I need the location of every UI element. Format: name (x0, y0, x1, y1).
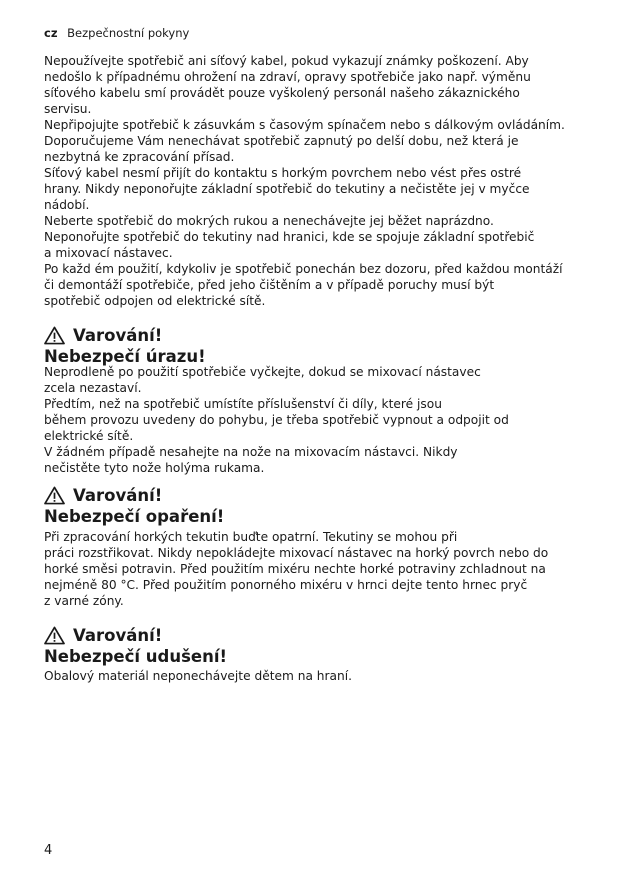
text-line: V žádném případě nesahejte na nože na mixovacím nástavci. Nikdy (44, 445, 458, 459)
text-line: zcela nezastaví. (44, 381, 142, 395)
warning-body-suffocation (44, 668, 604, 684)
text-line: práci rozstřikovat. Nikdy nepokládejte mixovací nástavec na horký povrch nebo do (44, 546, 549, 560)
warning-label: Varování! (73, 486, 163, 505)
text-line: Nepoužívejte spotřebič ani síťový kabel, pokud vykazují známky poškození. Aby (44, 54, 529, 68)
warning-label: Varování! (73, 326, 163, 345)
warning-triangle-icon (44, 486, 65, 505)
text-line: Neponořujte spotřebič do tekutiny nad hranici, kde se spojuje základní spotřebič (44, 230, 535, 244)
text-line: či demontáží spotřebiče, před jeho čištěním a v případě poruchy musí být (44, 278, 495, 292)
language-code: cz (44, 26, 58, 40)
intro-text (44, 53, 604, 309)
text-line: Předtím, než na spotřebič umístíte příslušenství či díly, které jsou (44, 397, 442, 411)
warning-triangle-icon (44, 326, 65, 345)
text-line: během provozu uvedeny do pohybu, je třeba spotřebič vypnout a odpojit od (44, 413, 509, 427)
text-line: spotřebič odpojen od elektrické sítě. (44, 294, 266, 308)
page-header (44, 25, 189, 41)
warning-body-injury (44, 364, 604, 476)
warning-triangle-icon (44, 626, 65, 645)
warning-heading-suffocation (44, 625, 227, 667)
text-line: a mixovací nástavec. (44, 246, 173, 260)
warning-heading-scald (44, 485, 224, 527)
text-line: nejméně 80 °C. Před použitím ponorného mixéru v hrnci dejte tento hrnec pryč (44, 578, 528, 592)
text-line: horké směsi potravin. Před použitím mixéru nechte horké potraviny zchladnout na (44, 562, 546, 576)
warning-body-scald (44, 529, 604, 609)
text-line: Po každ ém použití, kdykoliv je spotřebič ponechán bez dozoru, před každou montáží (44, 262, 563, 276)
text-line: Při zpracování horkých tekutin buďte opatrní. Tekutiny se mohou při (44, 530, 458, 544)
text-line: servisu. (44, 102, 92, 116)
text-line: Obalový materiál neponechávejte dětem na hraní. (44, 669, 352, 683)
text-line: síťového kabelu smí provádět pouze vyškolený personál našeho zákaznického (44, 86, 520, 100)
text-line: Doporučujeme Vám nenechávat spotřebič zapnutý po delší dobu, než která je (44, 134, 519, 148)
text-line: nedošlo k případnému ohrožení na zdraví, opravy spotřebiče jako např. výměnu (44, 70, 531, 84)
text-line: hrany. Nikdy neponořujte základní spotřebič do tekutiny a nečistěte jej v myčce (44, 182, 530, 196)
warning-label: Varování! (73, 626, 163, 645)
warning-heading-injury (44, 325, 206, 367)
text-line: nezbytná ke zpracování přísad. (44, 150, 235, 164)
text-line: nádobí. (44, 198, 90, 212)
page-number: 4 (44, 843, 53, 858)
section-title: Bezpečnostní pokyny (67, 26, 190, 40)
text-line: Nepřipojujte spotřebič k zásuvkám s časovým spínačem nebo s dálkovým ovládáním. (44, 118, 565, 132)
text-line: Neprodleně po použití spotřebiče vyčkejte, dokud se mixovací nástavec (44, 365, 481, 379)
text-line: nečistěte tyto nože holýma rukama. (44, 461, 265, 475)
warning-subtitle: Nebezpečí opaření! (44, 507, 225, 526)
text-line: z varné zóny. (44, 594, 124, 608)
text-line: elektrické sítě. (44, 429, 134, 443)
warning-subtitle: Nebezpečí úrazu! (44, 347, 206, 366)
text-line: Síťový kabel nesmí přijít do kontaktu s horkým povrchem nebo vést přes ostré (44, 166, 522, 180)
warning-subtitle: Nebezpečí udušení! (44, 647, 228, 666)
text-line: Neberte spotřebič do mokrých rukou a nenechávejte jej běžet naprázdno. (44, 214, 494, 228)
